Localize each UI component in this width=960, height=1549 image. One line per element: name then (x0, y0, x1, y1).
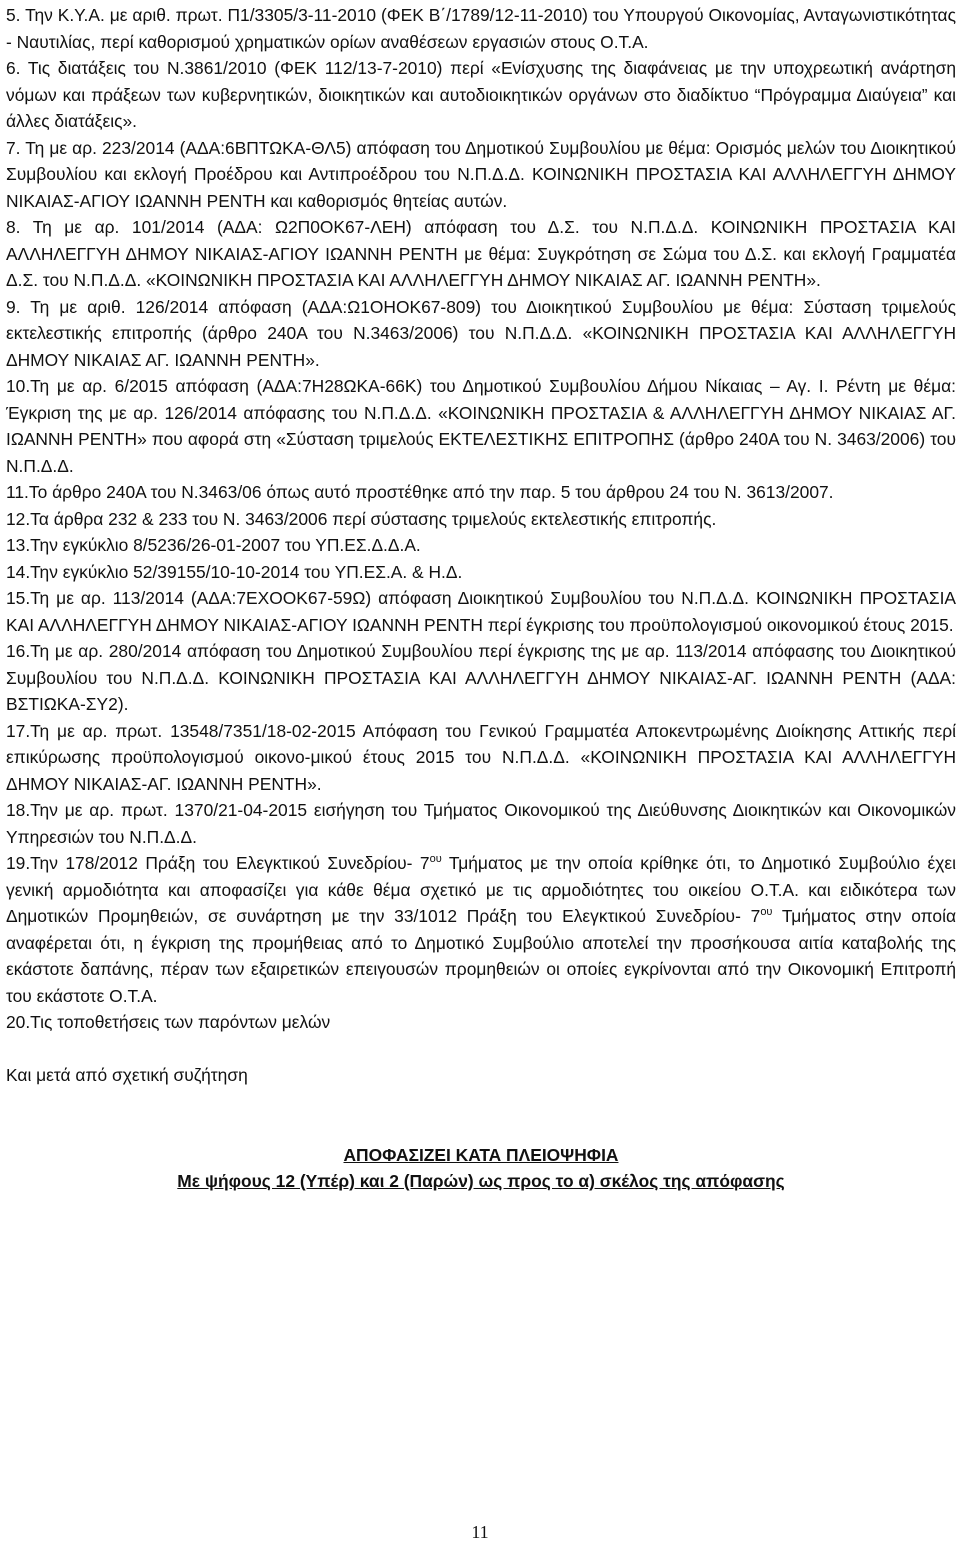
list-item-19 (6, 850, 956, 1009)
list-item-20: 20.Τις τοποθετήσεις των παρόντων μελών (6, 1012, 331, 1032)
decision-heading: ΑΠΟΦΑΣΙΖΕΙ ΚΑΤΑ ΠΛΕΙΟΨΗΦΙΑ (343, 1144, 619, 1165)
list-item-15: 15.Τη με αρ. 113/2014 (ΑΔΑ:7ΕΧΟΟΚ67-59Ω) απόφαση Διοικητικού Συμβουλίου του Ν.Π.Δ.Δ. ΚΟΙΝΩΝΙΚΗ ΠΡΟΣΤΑΣΙΑ ΚΑΙ ΑΛΛΗΛΕΓΓΥΗ ΔΗΜΟΥ ΝΙΚΑΙΑΣ-ΑΓΙΟΥ ΙΩΑΝΝΗ ΡΕΝΤΗ περί έγκρισης του προϋπολογισμού οικονομικού έτους 2015. (6, 588, 956, 635)
list-item-5: 5. Την Κ.Υ.Α. με αριθ. πρωτ. Π1/3305/3-11-2010 (ΦΕΚ Β΄/1789/12-11-2010) του Υπουργού Οικονομίας, Ανταγωνιστικότητας - Ναυτιλίας, περί καθορισμού χρηματικών ορίων αναθέσεων εργασιών στους Ο.Τ.Α. (6, 5, 956, 52)
spacer (6, 1089, 956, 1116)
list-item-13: 13.Την εγκύκλιο 8/5236/26-01-2007 του ΥΠ.ΕΣ.Δ.Δ.Α. (6, 535, 421, 555)
list-item-16: 16.Τη με αρ. 280/2014 απόφαση του Δημοτικού Συμβουλίου περί έγκρισης της με αρ. 113/2014 απόφασης του Διοικητικού Συμβουλίου του Ν.Π.Δ.Δ. ΚΟΙΝΩΝΙΚΗ ΠΡΟΣΤΑΣΙΑ ΚΑΙ ΑΛΛΗΛΕΓΓΥΗ ΔΗΜΟΥ ΝΙΚΑΙΑΣ-ΑΓ. ΙΩΑΝΝΗ ΡΕΝΤΗ (ΑΔΑ: ΒΣΤΙΩΚΑ-ΣΥ2). (6, 641, 956, 714)
list-item-9: 9. Τη με αριθ. 126/2014 απόφαση (ΑΔΑ:Ω1ΟΗΟΚ67-809) του Διοικητικού Συμβουλίου με θέμα: Σύσταση τριμελούς εκτελεστικής επιτροπής (άρθρο 240Α του Ν.3463/2006) του Ν.Π.Δ.Δ. «ΚΟΙΝΩΝΙΚΗ ΠΡΟΣΤΑΣΙΑ ΚΑΙ ΑΛΛΗΛΕΓΓΥΗ ΔΗΜΟΥ ΝΙΚΑΙΑΣ ΑΓ. ΙΩΑΝΝΗ ΡΕΝΤΗ». (6, 296, 956, 370)
list-item-19-text-2: Τμήματος με την οποία κρίθηκε ότι, το Δημοτικό Συμβούλιο έχει γενική αρμοδιότητα και αποφασίζει για κάθε θέμα σχετικό με τις αρμοδιότητες του οικείου Ο.Τ.Α. και ειδικότερα των Δημοτικών Προμηθειών, σε συνάρτηση με την 33/1012 Πράξη του Ελεγκτικού Συνεδρίου- 7 (6, 853, 956, 926)
list-item-12: 12.Τα άρθρα 232 & 233 του Ν. 3463/2006 περί σύστασης τριμελούς εκτελεστικής επιτροπής. (6, 508, 717, 529)
list-item-17: 17.Τη με αρ. πρωτ. 13548/7351/18-02-2015 Απόφαση του Γενικού Γραμματέα Αποκεντρωμένης Διοίκησης Αττικής περί επικύρωσης προϋπολογισμού οικονο-μικού έτους 2015 του Ν.Π.Δ.Δ. «ΚΟΙΝΩΝΙΚΗ ΠΡΟΣΤΑΣΙΑ ΚΑΙ ΑΛΛΗΛΕΓΓΥΗ ΔΗΜΟΥ ΝΙΚΑΙΑΣ-ΑΓ. ΙΩΑΝΝΗ ΡΕΝΤΗ». (6, 720, 956, 794)
list-item-7: 7. Τη με αρ. 223/2014 (ΑΔΑ:6ΒΠΤΩΚΑ-ΘΛ5) απόφαση του Δημοτικού Συμβουλίου με θέμα: Ορισμός μελών του Διοικητικού Συμβουλίου και εκλογή Προέδρου και Αντιπροέδρου του Ν.Π.Δ.Δ. ΚΟΙΝΩΝΙΚΗ ΠΡΟΣΤΑΣΙΑ ΚΑΙ ΑΛΛΗΛΕΓΓΥΗ ΔΗΜΟΥ ΝΙΚΑΙΑΣ-ΑΓΙΟΥ ΙΩΑΝΝΗ ΡΕΝΤΗ και καθορισμός θητείας αυτών. (6, 137, 956, 211)
spacer (6, 1036, 956, 1063)
ordinal-suffix-1: ου (429, 853, 442, 866)
page-number: 11 (471, 1522, 489, 1542)
list-item-6: 6. Τις διατάξεις του Ν.3861/2010 (ΦΕΚ 112/13-7-2010) περί «Ενίσχυσης της διαφάνειας με την υποχρεωτική ανάρτηση νόμων και πράξεων των κυβερνητικών, διοικητικών και αυτοδιοικητικών οργάνων στο διαδίκτυο “Πρόγραμμα Διαύγεια” και άλλες διατάξεις». (6, 58, 956, 131)
list-item-18: 18.Την με αρ. πρωτ. 1370/21-04-2015 εισήγηση του Τμήματος Οικονομικού της Διεύθυνσης Διοικητικών και Οικονομικών Υπηρεσιών του Ν.Π.Δ.Δ. (6, 800, 956, 847)
vote-line: Με ψήφους 12 (Υπέρ) και 2 (Παρών) ως προς το α) σκέλος της απόφασης (177, 1171, 785, 1191)
document-body (6, 2, 956, 1195)
spacer (6, 1115, 956, 1142)
list-item-10: 10.Τη με αρ. 6/2015 απόφαση (ΑΔΑ:7Η28ΩΚΑ-66Κ) του Δημοτικού Συμβουλίου Δήμου Νίκαιας – Αγ. Ι. Ρέντη με θέμα: Έγκριση της με αρ. 126/2014 απόφασης του Ν.Π.Δ.Δ. «ΚΟΙΝΩΝΙΚΗ ΠΡΟΣΤΑΣΙΑ & ΑΛΛΗΛΕΓΓΥΗ ΔΗΜΟΥ ΝΙΚΑΙΑΣ ΑΓ. ΙΩΑΝΝΗ ΡΕΝΤΗ» που αφορά στη «Σύσταση τριμελούς ΕΚΤΕΛΕΣΤΙΚΗΣ ΕΠΙΤΡΟΠΗΣ (άρθρο 240Α του Ν. 3463/2006) του Ν.Π.Δ.Δ. (6, 376, 956, 476)
list-item-19-text-3: Τμήματος στην οποία αναφέρεται ότι, η έγκριση της προμήθειας από το Δημοτικό Συμβούλιο αποτελεί την προσήκουσα αιτία καταβολής της εκάστοτε δαπάνης, πέραν των εξαιρετικών επειγουσών προμηθειών οι οποίες εγκρίνονται από την Οικονομική Επιτροπή του εκάστοτε Ο.Τ.Α. (6, 906, 956, 1006)
list-item-11: 11.Το άρθρο 240Α του Ν.3463/06 όπως αυτό προστέθηκε από την παρ. 5 του άρθρου 24 του Ν. 3613/2007. (6, 482, 834, 502)
list-item-14: 14.Την εγκύκλιο 52/39155/10-10-2014 του ΥΠ.ΕΣ.Α. & Η.Δ. (6, 561, 463, 582)
ordinal-suffix-2: ου (760, 906, 773, 919)
list-item-8: 8. Τη με αρ. 101/2014 (ΑΔΑ: Ω2Π0ΟΚ67-ΛΕΗ) απόφαση του Δ.Σ. του Ν.Π.Δ.Δ. ΚΟΙΝΩΝΙΚΗ ΠΡΟΣΤΑΣΙΑ ΚΑΙ ΑΛΛΗΛΕΓΓΥΗ ΔΗΜΟΥ ΝΙΚΑΙΑΣ-ΑΓΙΟΥ ΙΩΑΝΝΗ ΡΕΝΤΗ με θέμα: Συγκρότηση σε Σώμα του Δ.Σ. και εκλογή Γραμματέα Δ.Σ. του Ν.Π.Δ.Δ. «ΚΟΙΝΩΝΙΚΗ ΠΡΟΣΤΑΣΙΑ ΚΑΙ ΑΛΛΗΛΕΓΓΥΗ ΔΗΜΟΥ ΝΙΚΑΙΑΣ ΑΓ. ΙΩΑΝΝΗ ΡΕΝΤΗ». (6, 217, 956, 290)
discussion-line: Και μετά από σχετική συζήτηση (6, 1065, 248, 1085)
list-item-19-text-1: 19.Την 178/2012 Πράξη του Ελεγκτικού Συνεδρίου- 7 (6, 853, 430, 873)
